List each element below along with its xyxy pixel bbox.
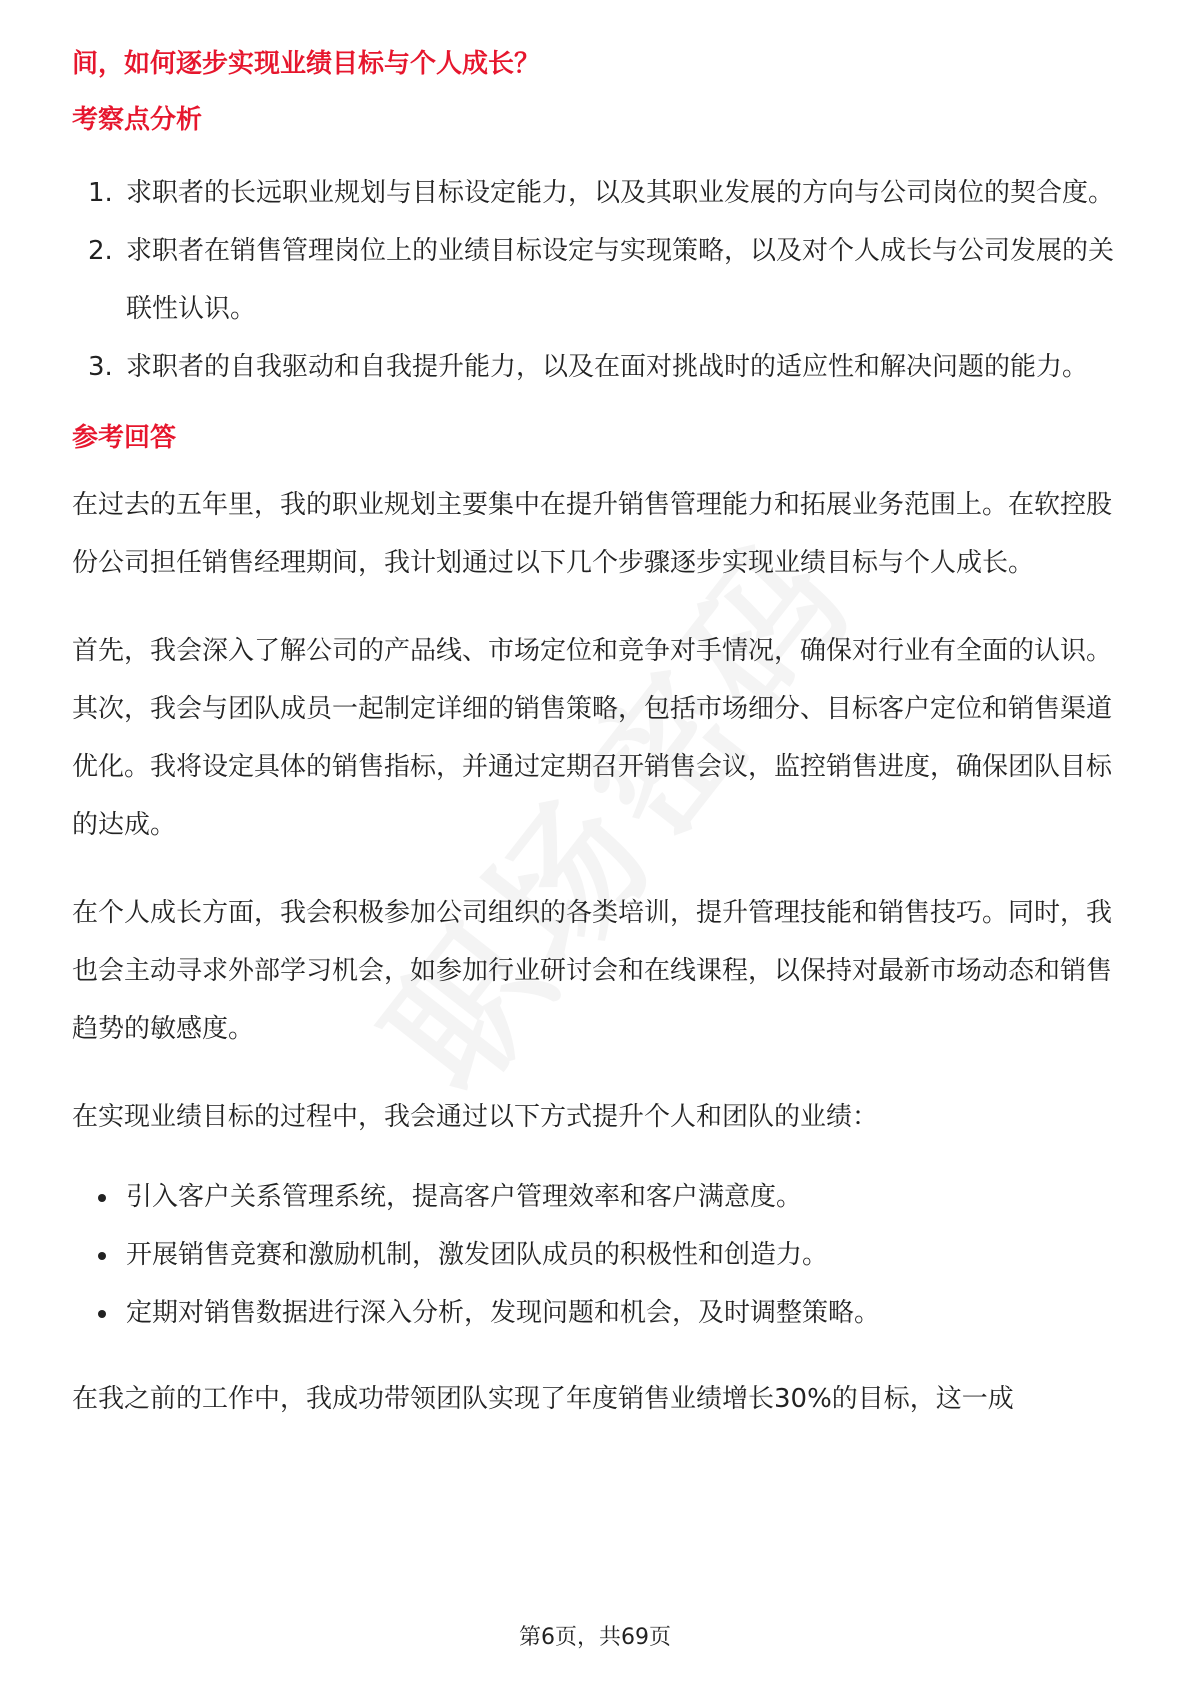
analysis-heading: 考察点分析 [72,105,203,135]
list-number: 2. [88,236,113,266]
analysis-list [72,164,1122,396]
answer-paragraph-last: 在我之前的工作中，我成功带领团队实现了年度销售业绩增长30%的目标，这一成 [72,1384,1014,1414]
list-item [72,164,1122,222]
bullet-text: 定期对销售数据进行深入分析，发现问题和机会，及时调整策略。 [126,1298,881,1328]
page-footer: 第6页，共69页 [519,1625,671,1650]
bullet-dot-icon [98,1194,106,1202]
list-number: 1. [88,178,113,208]
list-item [72,338,1122,396]
answer-heading: 参考回答 [72,423,177,453]
list-number: 3. [88,352,113,382]
list-item-text: 求职者的长远职业规划与目标设定能力，以及其职业发展的方向与公司岗位的契合度。 [126,178,1115,208]
answer-paragraph: 在实现业绩目标的过程中，我会通过以下方式提升个人和团队的业绩： [72,1102,879,1132]
bullet-item [72,1226,1122,1284]
content [72,44,1122,1458]
answer-paragraph: 在个人成长方面，我会积极参加公司组织的各类培训，提升管理技能和销售技巧。同时，我也会主动寻求外部学习机会，如参加行业研讨会和在线课程，以保持对最新市场动态和销售趋势的敏感度。 [72,898,1113,1044]
list-item-text: 求职者在销售管理岗位上的业绩目标设定与实现策略，以及对个人成长与公司发展的关联性认识。 [126,236,1115,324]
bullet-item [72,1284,1122,1342]
list-item-text: 求职者的自我驱动和自我提升能力，以及在面对挑战时的适应性和解决问题的能力。 [126,352,1089,382]
answer-paragraph: 在过去的五年里，我的职业规划主要集中在提升销售管理能力和拓展业务范围上。在软控股份公司担任销售经理期间，我计划通过以下几个步骤逐步实现业绩目标与个人成长。 [72,490,1113,578]
bullet-item [72,1168,1122,1226]
answer-paragraph: 首先，我会深入了解公司的产品线、市场定位和竞争对手情况，确保对行业有全面的认识。其次，我会与团队成员一起制定详细的销售策略，包括市场细分、目标客户定位和销售渠道优化。我将设定具体的销售指标，并通过定期召开销售会议，监控销售进度，确保团队目标的达成。 [72,636,1113,840]
bullet-dot-icon [98,1310,106,1318]
list-item [72,222,1122,338]
bullet-text: 引入客户关系管理系统，提高客户管理效率和客户满意度。 [126,1182,803,1212]
bullet-dot-icon [98,1252,106,1260]
bullet-text: 开展销售竞赛和激励机制，激发团队成员的积极性和创造力。 [126,1240,829,1270]
question-heading: 间，如何逐步实现业绩目标与个人成长？ [72,49,541,79]
answer-bullet-list [72,1168,1122,1342]
